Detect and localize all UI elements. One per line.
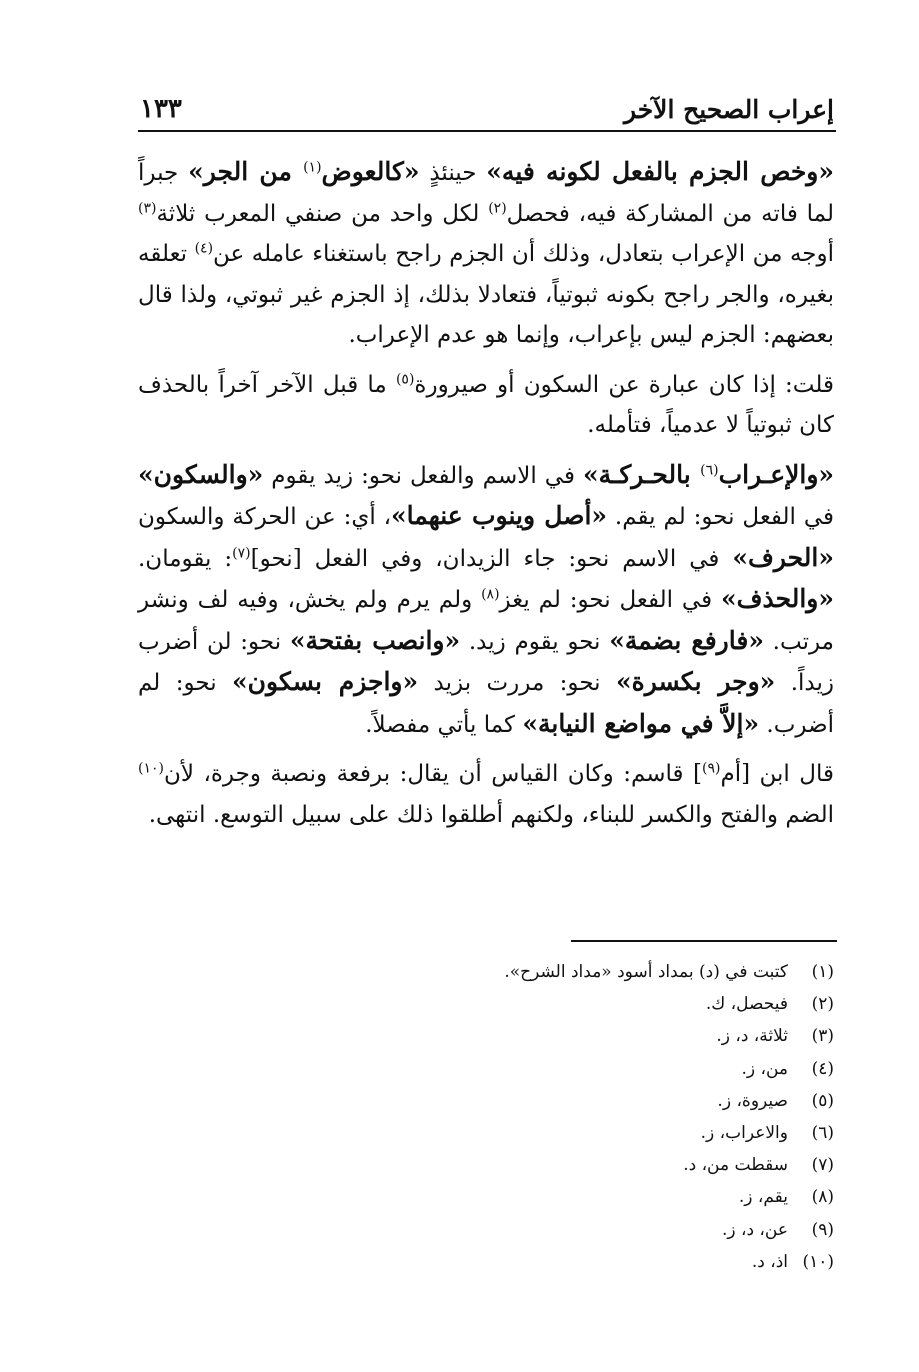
footnote-number: (٨) <box>811 1187 834 1208</box>
commentary-text: ، أي: عن الحركة والسكون <box>138 504 392 530</box>
commentary-text: الضم والفتح والكسر للبناء، ولكنهم أطلقوا ذلك على سبيل التوسع. انتهى. <box>148 801 834 828</box>
main-text <box>138 152 834 844</box>
footnote-text: من، ز. <box>741 1058 788 1079</box>
footnote <box>274 956 834 988</box>
matn-quote: «أصل وينوب عنهما» <box>391 501 608 530</box>
footnote-ref-4[interactable]: (٤) <box>194 240 214 257</box>
matn-quote: «كالعوض <box>321 157 420 186</box>
footnote-ref-10[interactable]: (١٠) <box>138 760 164 777</box>
commentary-text: نحو يقوم زيد. <box>460 628 610 655</box>
footnote-text: اذ، د. <box>751 1251 788 1272</box>
footnote-number: (٦) <box>811 1123 834 1144</box>
footnote-text: عن، د، ز. <box>721 1219 788 1240</box>
footnote <box>274 988 834 1020</box>
page-header <box>140 92 834 126</box>
commentary-text: نحو: لم أضرب. <box>138 670 834 738</box>
footnote-text: يقم، ز. <box>738 1187 788 1208</box>
commentary-text: في الاسم نحو: جاء الزيدان، وفي الفعل [نحو] <box>250 545 733 572</box>
footnote-number: (٥) <box>811 1090 834 1111</box>
commentary-text: قلت: إذا كان عبارة عن السكون أو صيرورة <box>414 371 834 398</box>
commentary-text: جبراً لما فاته من المشاركة فيه، فحصل <box>138 160 834 227</box>
matn-quote: «والسكون» <box>138 459 264 489</box>
matn-quote: «وجر بكسرة» <box>615 667 776 696</box>
footnote-ref-2[interactable]: (٢) <box>488 199 507 216</box>
footnote-ref-7[interactable]: (٧) <box>232 544 251 561</box>
running-title: إعراب الصحيح الآخر <box>623 94 834 124</box>
commentary-text: في الفعل نحو: لم يقم. <box>607 504 834 530</box>
footnote-text: فيحصل، ك. <box>705 994 788 1015</box>
header-rule <box>138 130 836 132</box>
footnote <box>274 1020 834 1052</box>
footnote-ref-6[interactable]: (٦) <box>700 461 719 478</box>
footnote-text: والاعراب، ز. <box>700 1123 788 1144</box>
commentary-text: كما يأتي مفصلاً. <box>365 711 523 738</box>
footnote <box>274 1053 834 1085</box>
commentary-text: أوجه من الإعراب بتعادل، وذلك أن الجزم راجح باستغناء عامله عن <box>213 241 834 267</box>
matn-quote: من الجر» <box>188 157 304 186</box>
commentary-text: تعلقه بغيره، والجر راجح بكونه ثبوتياً، فتعادلا بذلك، إذ الجزم غير ثبوتي، ولذا قال بعضهم: الجزم ليس بإعراب، وإنما هو عدم الإعراب. <box>138 241 834 348</box>
footnote <box>274 1246 834 1278</box>
commentary-text: قال ابن [أم <box>720 761 834 787</box>
matn-quote: «والحذف» <box>720 584 834 613</box>
footnote <box>274 1181 834 1213</box>
footnote-ref-8[interactable]: (٨) <box>481 586 500 603</box>
footnote <box>274 1149 834 1181</box>
footnote-number: (٢) <box>811 994 834 1015</box>
matn-quote: «الحرف» <box>732 542 834 572</box>
footnote-ref-1[interactable]: (١) <box>303 159 322 176</box>
matn-quote: «فارفع بضمة» <box>609 625 764 655</box>
footnote <box>274 1117 834 1149</box>
paragraph-3 <box>138 455 834 746</box>
commentary-text: حينئذٍ <box>419 160 487 186</box>
footnotes-list <box>274 956 834 1278</box>
commentary-text: لكل واحد من صنفي المعرب ثلاثة <box>156 200 489 227</box>
commentary-text: في الفعل نحو: لم يغز <box>499 587 721 613</box>
matn-quote: بالحـركـة» <box>583 459 701 489</box>
commentary-text: نحو: مررت بزيد <box>418 670 616 696</box>
footnote-text: كتبت في (د) بمداد أسود «مداد الشرح». <box>504 962 788 982</box>
footnote-number: (١) <box>811 962 834 982</box>
paragraph-4 <box>138 754 834 835</box>
footnote-number: (٤) <box>811 1058 834 1079</box>
footnote-text: سقطت من، د. <box>683 1155 788 1176</box>
commentary-text: نحو: لن أضرب زيداً. <box>138 628 834 696</box>
footnote-ref-3[interactable]: (٣) <box>138 199 157 216</box>
paragraph-1 <box>138 152 834 356</box>
footnote-text: صيروة، ز. <box>717 1090 788 1111</box>
paragraph-2 <box>138 365 834 446</box>
matn-quote: «والإعـراب <box>718 459 835 489</box>
footnote-number: (٣) <box>811 1026 834 1047</box>
footnote-ref-9[interactable]: (٩) <box>701 760 721 777</box>
commentary-text: ولم يرم ولم يخش، وفيه لف ونشر مرتب. <box>138 587 834 655</box>
commentary-text: في الاسم والفعل نحو: زيد يقوم <box>263 462 583 489</box>
footnote-number: (٩) <box>811 1219 834 1240</box>
footnote <box>274 1085 834 1117</box>
matn-quote: «وانصب بفتحة» <box>289 625 461 655</box>
footnote-number: (١٠) <box>802 1251 834 1272</box>
footnote-separator <box>571 940 837 942</box>
footnote-text: ثلاثة، د، ز. <box>716 1026 788 1047</box>
matn-quote: «واجزم بسكون» <box>232 667 419 696</box>
commentary-text: ] قاسم: وكان القياس أن يقال: برفعة ونصبة وجرة، لأن <box>163 761 702 787</box>
footnote <box>274 1214 834 1246</box>
page-number: ١٣٣ <box>140 94 182 124</box>
commentary-text: ما قبل الآخر آخراً بالحذف كان ثبوتياً لا عدمياً، فتأمله. <box>138 371 834 438</box>
matn-quote: «إلاَّ في مواضع النيابة» <box>522 708 760 738</box>
footnote-number: (٧) <box>811 1155 834 1176</box>
footnote-ref-5[interactable]: (٥) <box>395 370 415 387</box>
matn-quote: «وخص الجزم بالفعل لكونه فيه» <box>486 157 835 186</box>
commentary-text: : يقومان. <box>138 545 233 572</box>
